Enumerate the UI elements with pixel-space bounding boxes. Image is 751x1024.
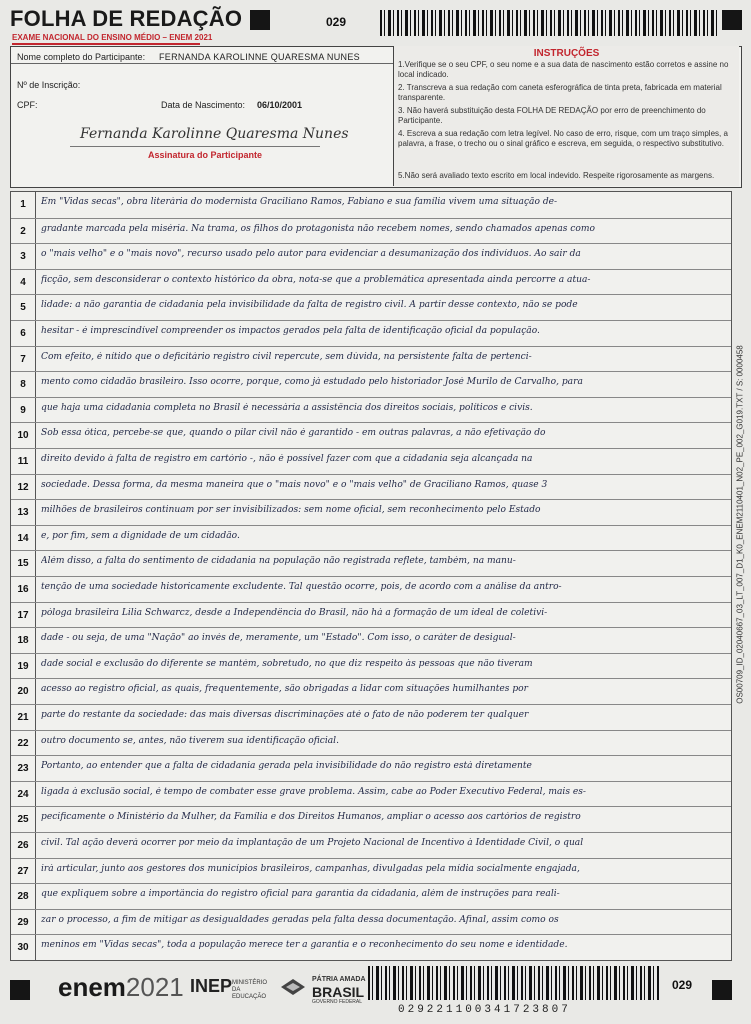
- essay-line-text: civil. Tal ação deverá ocorrer por meio da implantação de um Projeto Nacional de Incentivo à Identidade Civil, o qual: [41, 838, 584, 848]
- essay-line: [11, 627, 731, 654]
- line-number: 11: [17, 456, 29, 467]
- essay-line: [11, 371, 731, 398]
- brasil-text: BRASIL: [312, 984, 365, 1000]
- sheet-code-top: 029: [326, 15, 347, 29]
- essay-line-text: póloga brasileira Lilia Schwarcz, desde a Independência do Brasil, não há a formação de um ideal de coletivi-: [41, 607, 548, 618]
- participant-signature: Fernanda Karolinne Quaresma Nunes: [80, 126, 349, 142]
- line-number: 13: [17, 507, 29, 519]
- line-number: 5: [20, 302, 26, 314]
- birthdate-label: Data de Nascimento:: [161, 100, 246, 110]
- line-number: 23: [17, 763, 29, 775]
- side-code-text: OS00709_ID_02040667_03_LT_007_D1_K0_ENEM2110401_N02_PE_002_G019.TXT / S: 0000458: [735, 345, 745, 704]
- essay-line-text: parte do restante da sociedade: das mais diversas discriminações até o fato de não poderem ter qualquer: [41, 710, 529, 720]
- essay-line-text: e, por fim, sem a dignidade de um cidadão.: [41, 530, 240, 541]
- essay-line-text: mento como cidadão brasileiro. Isso ocorre, porque, como já estudado pelo historiador José Murilo de Carvalho, para: [41, 377, 583, 388]
- registration-marker-top-center: [250, 10, 270, 30]
- registration-marker-top-right: [722, 10, 742, 30]
- essay-line: [11, 806, 731, 833]
- instructions-box: [393, 46, 739, 186]
- line-number: 9: [20, 404, 26, 416]
- essay-line: [11, 499, 731, 526]
- essay-line: [11, 781, 731, 808]
- essay-line: [11, 730, 731, 757]
- essay-line-text: ficção, sem desconsiderar o contexto histórico da obra, nota-se que a problemática apresentada ainda percorre a atua-: [41, 274, 591, 285]
- essay-line: [11, 576, 731, 603]
- enem-logo-text: enem: [58, 972, 126, 1002]
- line-number: 25: [17, 814, 29, 826]
- line-number: 16: [17, 584, 29, 595]
- instructions-title: INSTRUÇÕES: [533, 48, 600, 59]
- essay-line-text: Portanto, ao entender que a falta de cidadania gerada pela invisibilidade do não registro está diretamente: [41, 761, 532, 772]
- name-underline: [11, 63, 394, 64]
- essay-line: [11, 422, 731, 449]
- line-number: 28: [17, 891, 29, 903]
- essay-line-text: milhões de brasileiros continuam por ser invisibilizados: sem nome oficial, sem reconhecimento pelo Estado: [41, 505, 541, 516]
- essay-line-text: sociedade. Dessa forma, da mesma maneira que o "mais novo" e o "mais velho" de Graciliano Ramos, quase 3: [41, 479, 548, 490]
- line-number: 8: [20, 379, 26, 391]
- line-number: 4: [20, 276, 26, 288]
- essay-line-text: que haja uma cidadania completa no Brasil é necessária a assistência dos direitos sociais, políticos e civis.: [41, 402, 533, 413]
- registration-marker-bottom-right: [712, 980, 732, 1000]
- essay-line: [11, 934, 731, 961]
- line-number: 27: [17, 865, 29, 877]
- essay-line: [11, 320, 731, 347]
- page-title: FOLHA DE REDAÇÃO: [10, 6, 243, 31]
- essay-line: [11, 525, 731, 552]
- line-number: 29: [17, 916, 29, 928]
- essay-line: [11, 832, 731, 859]
- line-number: 21: [17, 712, 29, 723]
- essay-line: [11, 474, 731, 501]
- essay-line-text: o "mais velho" e o "mais novo", recurso usado pelo autor para evidenciar a desumanização dos indivíduos. Ao sair da: [41, 249, 581, 260]
- essay-line: [11, 294, 731, 321]
- instruction-item: 2. Transcreva a sua redação com caneta esferográfica de tinta preta, fabricada em material transparente.: [398, 83, 722, 102]
- ministerio-logo: MINISTÉRIO DA EDUCAÇÃO: [232, 980, 268, 1000]
- name-value: FERNANDA KAROLINNE QUARESMA NUNES: [159, 52, 360, 62]
- line-number: 22: [17, 737, 29, 749]
- line-number: 26: [17, 840, 29, 851]
- essay-line-text: tenção de uma sociedade historicamente excludente. Tal questão ocorre, pois, de acordo com a análise da antro-: [41, 582, 562, 592]
- essay-line: [11, 678, 731, 705]
- line-number: 2: [20, 225, 26, 237]
- essay-line: [11, 755, 731, 782]
- registration-marker-bottom-left: [10, 980, 30, 1000]
- line-number: 20: [17, 686, 29, 698]
- essay-line-text: gradante marcada pela miséria. Na trama, os filhos do protagonista não recebem nomes, sendo chamados apenas como: [41, 223, 595, 234]
- essay-line-text: dade social e exclusão do diferente se mantém, sobretudo, no que diz respeito às pessoas que não tiveram: [41, 658, 533, 669]
- line-number: 14: [17, 532, 29, 544]
- essay-line-text: irá articular, junto aos gestores dos municípios brasileiros, campanhas, divulgadas pela mídia socialmente engajada,: [41, 863, 580, 874]
- essay-line-text: ligada à exclusão social, é tempo de combater esse grave problema. Assim, cabe ao Poder Executivo Federal, mais es-: [41, 786, 586, 797]
- birthdate-value: 06/10/2001: [257, 100, 303, 110]
- cpf-label: CPF:: [17, 100, 38, 110]
- barcode-top: [380, 10, 718, 36]
- essay-line: [11, 883, 731, 910]
- line-number: 10: [17, 430, 29, 442]
- essay-line-text: outro documento se, antes, não tiverem sua identificação oficial.: [41, 735, 339, 746]
- signature-label: Assinatura do Participante: [148, 150, 263, 160]
- essay-line-text: Além disso, a falta do sentimento de cidadania na população não registrada reflete, também, na manu-: [41, 556, 516, 567]
- essay-line: [11, 192, 731, 218]
- barcode-number: 029221100341723807: [398, 1004, 571, 1016]
- governo-federal-text: GOVERNO FEDERAL: [312, 999, 363, 1005]
- essay-line-text: acesso ao registro oficial, as quais, frequentemente, são obrigadas a lidar com situações humilhantes por: [41, 684, 528, 695]
- essay-line-text: que expliquem sobre a importância do registro oficial para garantia da cidadania, além de instruções para reali-: [41, 889, 560, 900]
- subtitle-underline: [12, 43, 200, 45]
- line-number: 7: [20, 353, 26, 365]
- line-number: 30: [17, 942, 29, 954]
- instruction-item: 1.Verifique se o seu CPF, o seu nome e a sua data de nascimento estão corretos e assine no local indicado.: [398, 60, 729, 79]
- enem-logo-year: 2021: [125, 972, 184, 1002]
- instruction-item: 4. Escreva a sua redação com letra legível. No caso de erro, risque, com um traço simples, a palavra, a frase, o trecho ou o sinal gráfico e escreva, em seguida, o respectivo substitutivo.: [398, 129, 728, 148]
- patria-amada-text: PÁTRIA AMADA: [312, 976, 366, 983]
- essay-line: [11, 448, 731, 475]
- line-number: 19: [17, 660, 29, 672]
- essay-line: [11, 704, 731, 731]
- essay-line: [11, 218, 731, 245]
- essay-line: [11, 909, 731, 936]
- essay-line-text: direito devido à falta de registro em cartório -, não é possível fazer com que a cidadania seja alcançada na: [41, 454, 533, 464]
- inep-logo: INEP: [190, 976, 233, 996]
- line-number: 24: [17, 788, 29, 800]
- essay-line-text: hesitar - é imprescindível compreender os impactos gerados pela falta de identificação oficial da população.: [41, 326, 540, 336]
- line-number: 17: [17, 609, 29, 621]
- essay-line-text: Sob essa ótica, percebe-se que, quando o pilar civil não é garantido - em outras palavras, a não efetivação do: [41, 428, 546, 439]
- instruction-item: 3. Não haverá substituição desta FOLHA DE REDAÇÃO por erro de preenchimento do Participante.: [398, 106, 706, 125]
- signature-line: [70, 146, 320, 147]
- essay-line: [11, 550, 731, 577]
- page-subtitle: EXAME NACIONAL DO ENSINO MÉDIO – ENEM 2021: [12, 33, 213, 42]
- line-number: 18: [17, 635, 29, 647]
- barcode-bottom: [368, 966, 660, 1000]
- line-number: 6: [20, 328, 26, 339]
- essay-sheet: [10, 191, 732, 961]
- essay-line-text: pecificamente o Ministério da Mulher, da Família e dos Direitos Humanos, ampliar o acesso aos cartórios de registro: [41, 812, 581, 823]
- line-number: 15: [17, 558, 29, 570]
- line-number: 1: [20, 199, 26, 210]
- essay-line-text: lidade: a não garantia de cidadania pela invisibilidade da falta de registro civil. A partir desse contexto, não se pode: [41, 300, 578, 311]
- essay-line-text: Em "Vidas secas", obra literária do modernista Graciliano Ramos, Fabiano e sua família vivem uma situação de-: [41, 197, 558, 207]
- name-label: Nome completo do Participante:: [17, 52, 146, 62]
- sheet-code-bottom: 029: [672, 978, 693, 992]
- line-number: 12: [17, 481, 29, 493]
- essay-line: [11, 269, 731, 296]
- brasil-flag-icon: [280, 978, 306, 996]
- inscricao-label: Nº de Inscrição:: [17, 80, 81, 90]
- enem-logo: [58, 972, 184, 1003]
- essay-line: [11, 653, 731, 680]
- side-code: [735, 290, 747, 760]
- essay-line: [11, 602, 731, 629]
- essay-line: [11, 858, 731, 885]
- essay-line: [11, 346, 731, 373]
- instruction-item: 5.Não será avaliado texto escrito em local indevido. Respeite rigorosamente as margens.: [398, 171, 715, 180]
- essay-line-text: meninos em "Vidas secas", toda a população merece ter a garantia e o reconhecimento do seu nome e identidade.: [41, 940, 568, 951]
- essay-line: [11, 397, 731, 424]
- essay-line-text: zar o processo, a fim de mitigar as desigualdades geradas pela falta dessa documentação. Afinal, assim como os: [41, 914, 559, 925]
- essay-line-text: dade - ou seja, de uma "Nação" ao invés de, meramente, um "Estado". Com isso, o caráter de desigual-: [41, 633, 516, 644]
- essay-line-text: Com efeito, é nítido que o deficitário registro civil repercute, sem dúvida, na persistente falta de pertenci-: [41, 351, 532, 362]
- essay-line: [11, 243, 731, 270]
- line-number: 3: [20, 251, 26, 263]
